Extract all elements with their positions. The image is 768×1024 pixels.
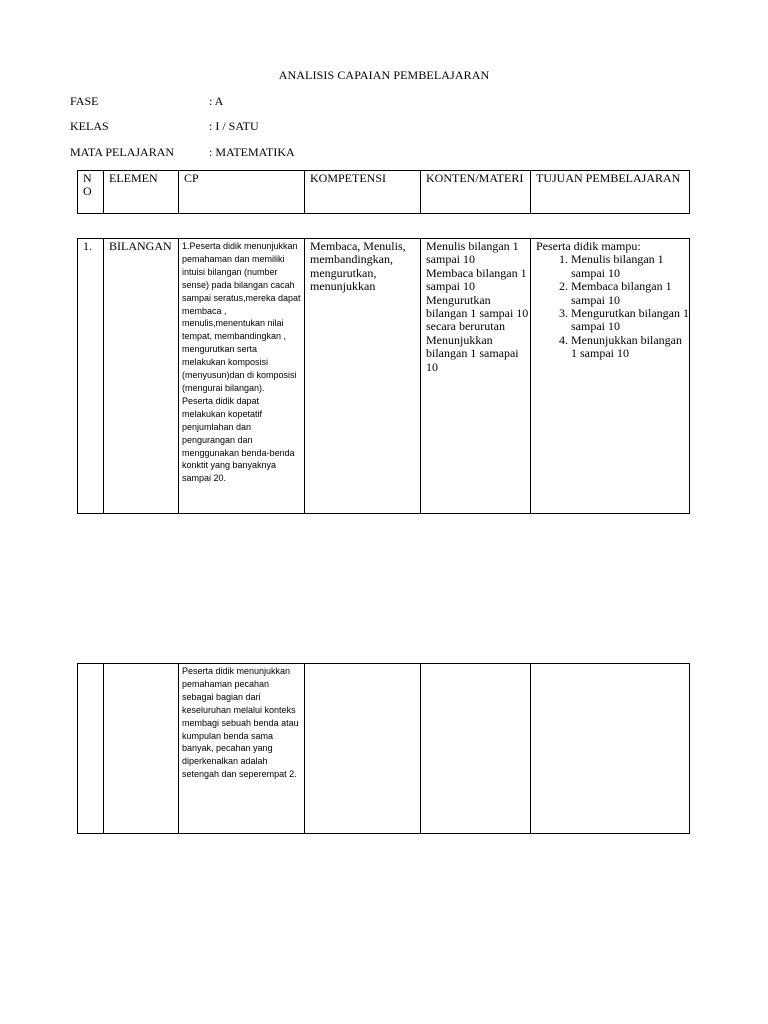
tujuan-item: 3. Mengurutkan bilangan 1 sampai 10 [571, 307, 689, 334]
meta-label-mata-pelajaran: MATA PELAJARAN [70, 145, 175, 159]
row2-no [78, 664, 104, 834]
header-kompetensi: KOMPETENSI [305, 171, 421, 214]
header-tujuan-pembelajaran: TUJUAN PEMBELAJARAN [531, 171, 690, 214]
content-table-row1 [77, 238, 690, 514]
header-cp: CP [179, 171, 305, 214]
content-table-row2 [77, 663, 690, 834]
meta-label-fase: FASE [70, 94, 99, 108]
row1-cp: 1.Peserta didik menunjukkan pemahaman dan memiliki intuisi bilangan (number sense) pada bilangan cacah sampai seratus,mereka dapat membaca , menulis,menentukan nilai tempat, membandingkan , mengurutkan serta melakukan komposisi (menyusun)dan di komposisi (mengurai bilangan). Peserta didik dapat melakukan kopetatif penjumlahan dan pengurangan dan menggunakan benda-benda konktit yang banyaknya sampai 20. [179, 239, 305, 514]
row2-elemen [104, 664, 179, 834]
meta-label-kelas: KELAS [70, 119, 109, 133]
meta-value-kelas: : I / SATU [209, 119, 259, 133]
tujuan-list [536, 253, 689, 360]
row2-cp: Peserta didik menunjukkan pemahaman pecahan sebagai bagian dari keseluruhan melalui konteks membagi sebuah benda atau kumpulan benda sama banyak, pecahan yang diperkenalkan adalah setengah dan seperempat 2. [179, 664, 305, 834]
row1-konten-materi: Menulis bilangan 1 sampai 10 Membaca bilangan 1 sampai 10 Mengurutkan bilangan 1 sampai 10 secara berurutan Menunjukkan bilangan 1 samapai 10 [421, 239, 531, 514]
row1-kompetensi: Membaca, Menulis, membandingkan, mengurutkan, menunjukkan [305, 239, 421, 514]
meta-value-mata-pelajaran: : MATEMATIKA [209, 145, 295, 159]
row2-kompetensi [305, 664, 421, 834]
row1-elemen: BILANGAN [104, 239, 179, 514]
row2-tujuan-pembelajaran [531, 664, 690, 834]
tujuan-item: 2. Membaca bilangan 1 sampai 10 [571, 280, 689, 307]
row1-no: 1. [78, 239, 104, 514]
tujuan-item: 4. Menunjukkan bilangan 1 sampai 10 [571, 334, 689, 361]
header-table [77, 170, 690, 214]
header-no: N O [78, 171, 104, 214]
header-elemen: ELEMEN [104, 171, 179, 214]
tujuan-item: 1. Menulis bilangan 1 sampai 10 [571, 253, 689, 280]
row2-konten-materi [421, 664, 531, 834]
meta-value-fase: : A [209, 94, 224, 108]
tujuan-intro: Peserta didik mampu: [536, 239, 641, 253]
header-konten-materi: KONTEN/MATERI [421, 171, 531, 214]
document-title: ANALISIS CAPAIAN PEMBELAJARAN [278, 68, 490, 82]
row1-tujuan-pembelajaran [531, 239, 690, 514]
